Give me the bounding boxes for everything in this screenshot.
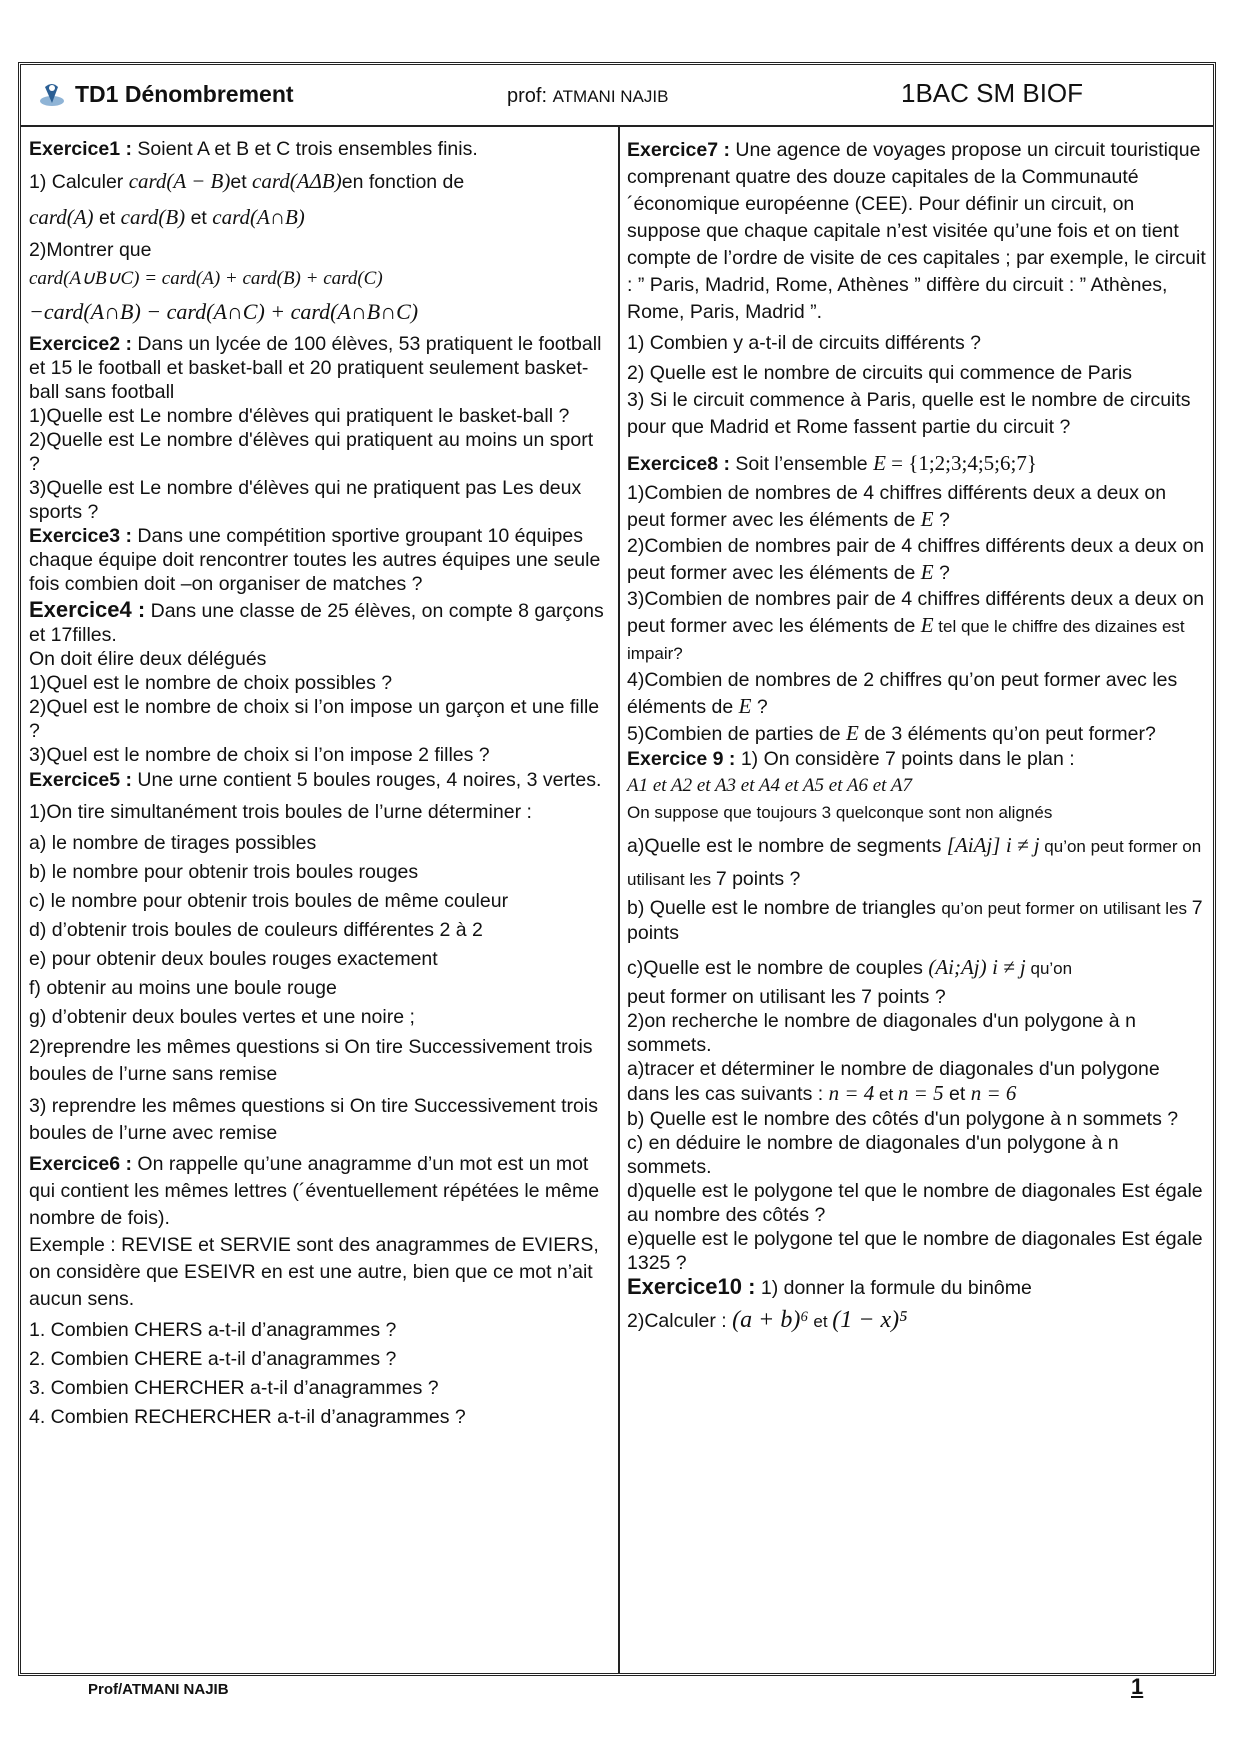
ex1-q1-et3: et (185, 207, 213, 229)
ex9-n6: n = 6 (970, 1081, 1017, 1105)
exercise-7 (627, 137, 1207, 441)
ex5-b: b) le nombre pour obtenir trois boules rouges (29, 861, 419, 883)
ex1-formula-line2: −card(A∩B) − card(A∩C) + card(A∩B∩C) (29, 299, 419, 324)
ex3-label: Exercice3 : (29, 525, 132, 547)
ex2-label: Exercice2 : (29, 333, 132, 355)
ex9-n5: n = 5 (897, 1081, 944, 1105)
page-number: 1 (1131, 1674, 1144, 1699)
ex9-c-text3: peut former on utilisant les 7 points ? (627, 986, 946, 1008)
column-divider (618, 127, 620, 1673)
header (21, 65, 1213, 127)
ex8-q2-end: ? (933, 562, 950, 584)
ex9-note: On suppose que toujours 3 quelconque sont non alignés (627, 803, 1053, 822)
ex5-a: a) le nombre de tirages possibles (29, 832, 317, 854)
ex9-q2c: c) en déduire le nombre de diagonales d'un polygone à n sommets. (627, 1132, 1119, 1178)
exercise-8 (627, 447, 1207, 747)
exercise-6 (29, 1151, 609, 1429)
ex8-set-eq: = (885, 451, 909, 475)
ex1-intro: Soient A et B et C trois ensembles finis. (132, 138, 478, 160)
ex9-c-neq: i ≠ j (992, 955, 1026, 979)
ex8-q5-end: de 3 éléments qu’on peut former? (858, 723, 1156, 745)
ex10-q2: 2)Calculer : (627, 1310, 733, 1332)
ex9-q2e: e)quelle est le polygone tel que le nombre de diagonales Est égale 1325 ? (627, 1228, 1203, 1274)
ex7-q1: 1) Combien y a-t-il de circuits différents ? (627, 332, 982, 354)
ex10-et: et (808, 1312, 833, 1331)
ex7-text: Une agence de voyages propose un circuit touristique comprenant quatre des douze capitales de la Communauté ´économique européenne (CEE). Pour définir un circuit, on suppose que chaque capitale n’est visitée qu’une fois et on tient compte de l’ordre de visite de ces capitales ; par exemple, le circuit : ” Paris, Madrid, Rome, Athènes ” diffère du circuit : ” Athènes, Rome, Paris, Madrid ”. (627, 139, 1206, 323)
ex8-q2: 2)Combien de nombres pair de 4 chiffres différents deux a deux on peut former avec les éléments de (627, 535, 1205, 584)
ex5-g: g) d’obtenir deux boules vertes et une noire ; (29, 1006, 415, 1028)
prof-sep: : (541, 85, 548, 107)
ex10-formula-1: (a + b)⁶ (732, 1307, 809, 1333)
ex8-q1-end: ? (933, 509, 950, 531)
ex8-set-elements: {1;2;3;4;5;6;7} (908, 451, 1037, 475)
ex4-line2: On doit élire deux délégués (29, 648, 267, 670)
ex8-q3-e: E (920, 613, 934, 637)
ex9-a-text2: qu’on peut former on utilisant les (627, 837, 1202, 889)
ex9-q2: 2)on recherche le nombre de diagonales d'un polygone à n sommets. (627, 1010, 1136, 1056)
ex8-set-name: E (873, 451, 886, 475)
ex1-math-card-a: card(A) (29, 205, 94, 229)
exercise-3 (29, 524, 609, 596)
ex3-text: Dans une compétition sportive groupant 10 équipes chaque équipe doit rencontrer toutes les autres équipes une seule fois combien doit –on organiser de matches ? (29, 525, 601, 595)
ex9-a: a)Quelle est le nombre de segments (627, 835, 947, 857)
ex10-formula-2: (1 − x)⁵ (832, 1307, 908, 1333)
ex2-text: Dans un lycée de 100 élèves, 53 pratiquent le football et 15 le football et basket-ball et 20 pratiquent seulement basket-ball sans football (29, 333, 602, 403)
ex5-text: Une urne contient 5 boules rouges, 4 noires, 3 vertes. (132, 769, 602, 791)
ex8-q2-e: E (920, 560, 934, 584)
ex1-label: Exercice1 : (29, 138, 132, 160)
ex10-text: 1) donner la formule du binôme (755, 1277, 1032, 1299)
right-column (627, 137, 1207, 1342)
ex10-label: Exercice10 : (627, 1274, 756, 1299)
doc-title: TD1 Dénombrement (75, 81, 294, 107)
ex9-a-segment: [AiAj] (946, 833, 1001, 857)
ex1-formula-line1: card(A∪B∪C) = card(A) + card(B) + card(C) (29, 268, 383, 289)
ex9-et1: et (874, 1085, 898, 1104)
class-label: 1BAC SM BIOF (901, 78, 1084, 108)
ex9-c-text2: qu’on (1025, 959, 1073, 978)
ex1-q1-suffix: en fonction de (341, 171, 465, 193)
ex4-text: Dans une classe de 25 élèves, on compte 8 garçons et 17filles. (29, 600, 604, 646)
ex9-label: Exercice 9 : (627, 748, 736, 770)
ex8-label: Exercice8 : (627, 453, 730, 475)
ex8-q5: 5)Combien de parties de (627, 723, 846, 745)
ex9-text: 1) On considère 7 points dans le plan : (735, 748, 1075, 770)
ex9-q2b: b) Quelle est le nombre des côtés d'un polygone à n sommets ? (627, 1108, 1179, 1130)
ex9-b: b) Quelle est le nombre de triangles (627, 897, 942, 919)
ex1-q1-et: et (230, 171, 253, 193)
footer-author: Prof/ATMANI NAJIB (88, 1681, 229, 1698)
ex9-points: A1 et A2 et A3 et A4 et A5 et A6 et A7 (627, 775, 912, 796)
ex8-q1: 1)Combien de nombres de 4 chiffres différents deux a deux on peut former avec les éléments de (627, 482, 1167, 531)
exercise-4 (29, 598, 609, 767)
ex4-q2: 2)Quel est le nombre de choix si l’on impose un garçon et une fille ? (29, 696, 600, 742)
prof-name: ATMANI NAJIB (552, 87, 669, 106)
ex9-c-pair: (Ai;Aj) (928, 955, 987, 979)
ex7-label: Exercice7 : (627, 139, 730, 161)
ex1-math-card-a-inter-b: card(A∩B) (212, 205, 305, 229)
exercise-1 (29, 137, 609, 328)
ex5-label: Exercice5 : (29, 769, 132, 791)
ex6-example: Exemple : REVISE et SERVIE sont des anagrammes de EVIERS, on considère que ESEIVR en est une autre, bien que ce mot n’ait aucun sens. (29, 1234, 599, 1310)
ex5-q2: 2)reprendre les mêmes questions si On tire Successivement trois boules de l’urne sans remise (29, 1036, 593, 1085)
ex6-q4: 4. Combien RECHERCHER a-t-il d’anagrammes ? (29, 1406, 466, 1428)
ex9-q2d: d)quelle est le polygone tel que le nombre de diagonales Est égale au nombre des côtés ? (627, 1180, 1203, 1226)
ex6-q2: 2. Combien CHERE a-t-il d’anagrammes ? (29, 1348, 397, 1370)
ex2-q1: 1)Quelle est Le nombre d'élèves qui pratiquent le basket-ball ? (29, 405, 570, 427)
left-column (29, 137, 609, 1429)
ex5-c: c) le nombre pour obtenir trois boules de même couleur (29, 890, 509, 912)
ex9-a-text3: 7 points ? (715, 868, 801, 890)
ex8-q4: 4)Combien de nombres de 2 chiffres qu’on peut former avec les éléments de (627, 669, 1178, 718)
prof-label (507, 85, 668, 108)
ex8-q3: 3)Combien de nombres pair de 4 chiffres différents deux a deux on peut former avec les éléments de (627, 588, 1205, 637)
page-frame (18, 62, 1216, 1676)
exercise-10 (627, 1275, 1207, 1342)
ex5-e: e) pour obtenir deux boules rouges exactement (29, 948, 438, 970)
ex6-q3: 3. Combien CHERCHER a-t-il d’anagrammes ? (29, 1377, 439, 1399)
exercise-2 (29, 332, 609, 524)
ex9-et2: et (943, 1083, 971, 1105)
ex1-q2: 2)Montrer que (29, 239, 152, 261)
ex9-q2a: a)tracer et déterminer le nombre de diagonales d'un polygone dans les cas suivants : (627, 1058, 1160, 1105)
ex4-label: Exercice4 : (29, 597, 146, 622)
ex4-q1: 1)Quel est le nombre de choix possibles ? (29, 672, 393, 694)
ex9-a-neq: i ≠ j (1005, 833, 1040, 857)
ex9-n4: n = 4 (828, 1081, 875, 1105)
ex6-label: Exercice6 : (29, 1153, 132, 1175)
ex8-q4-e: E (738, 694, 752, 718)
ex1-q1-et2: et (93, 207, 121, 229)
ex1-math-card-a-minus-b: card(A − B) (128, 169, 231, 193)
ex8-intro: Soit l’ensemble (730, 453, 874, 475)
ex9-b-text2: qu’on peut former on utilisant les (941, 899, 1192, 918)
ex2-q2: 2)Quelle est Le nombre d'élèves qui pratiquent au moins un sport ? (29, 429, 594, 475)
ex8-q3-end: tel que le chiffre des dizaines est impair? (627, 617, 1185, 663)
exercise-5 (29, 767, 609, 1147)
logo-icon (39, 81, 65, 107)
ex6-text: On rappelle qu’une anagramme d’un mot est un mot qui contient les mêmes lettres (´éventuellement répétées le même nombre de fois). (29, 1153, 600, 1229)
ex8-q1-e: E (920, 507, 934, 531)
ex1-math-card-b: card(B) (120, 205, 186, 229)
prof-prefix: prof (507, 85, 542, 107)
ex8-q5-e: E (845, 721, 859, 745)
ex9-b-text3: 7 points (627, 897, 1203, 944)
ex5-f: f) obtenir au moins une boule rouge (29, 977, 337, 999)
ex8-q4-end: ? (751, 696, 768, 718)
ex5-d: d) d’obtenir trois boules de couleurs différentes 2 à 2 (29, 919, 483, 941)
ex4-q3: 3)Quel est le nombre de choix si l’on impose 2 filles ? (29, 744, 490, 766)
ex7-q2: 2) Quelle est le nombre de circuits qui commence de Paris (627, 362, 1133, 384)
ex2-q3: 3)Quelle est Le nombre d'élèves qui ne pratiquent pas Les deux sports ? (29, 477, 582, 523)
ex1-q1-text: 1) Calculer (29, 171, 129, 193)
ex7-q3: 3) Si le circuit commence à Paris, quelle est le nombre de circuits pour que Madrid et Rome fassent partie du circuit ? (627, 389, 1191, 438)
ex6-q1: 1. Combien CHERS a-t-il d’anagrammes ? (29, 1319, 397, 1341)
exercise-9 (627, 747, 1207, 1275)
ex5-q3: 3) reprendre les mêmes questions si On tire Successivement trois boules de l’urne avec remise (29, 1095, 598, 1144)
ex5-q1: 1)On tire simultanément trois boules de l’urne déterminer : (29, 801, 532, 823)
ex9-c: c)Quelle est le nombre de couples (627, 957, 929, 979)
ex1-math-card-a-delta-b: card(AΔB) (252, 169, 342, 193)
